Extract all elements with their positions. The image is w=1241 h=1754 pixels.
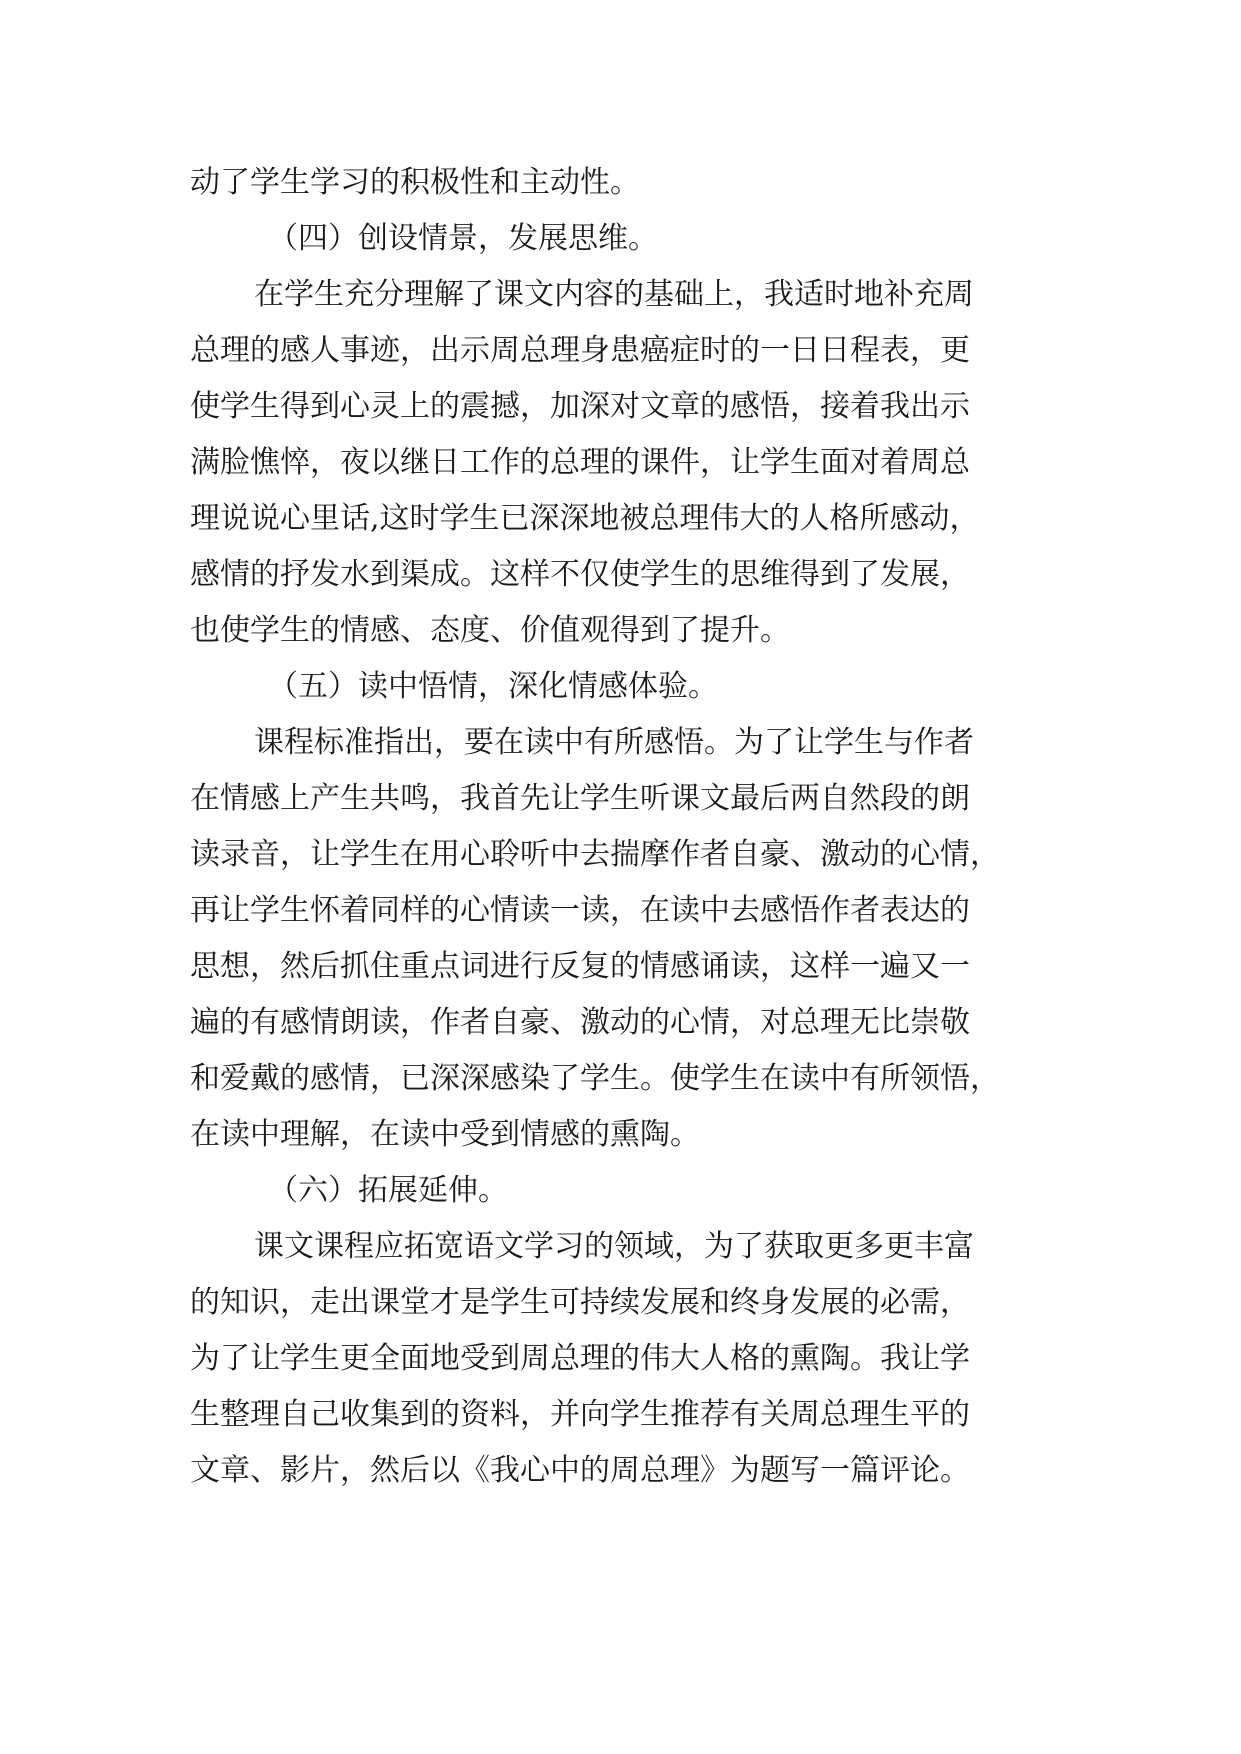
paragraph-line: 理说说心里话,这时学生已深深地被总理伟大的人格所感动， <box>190 501 980 536</box>
paragraph-line: 使学生得到心灵上的震撼，加深对文章的感悟，接着我出示 <box>190 389 970 424</box>
paragraph-line: 文章、影片，然后以《我心中的周总理》为题写一篇评论。 <box>190 1453 970 1488</box>
paragraph-line: 思想，然后抓住重点词进行反复的情感诵读，这样一遍又一 <box>190 949 970 984</box>
paragraph-line: 读录音，让学生在用心聆听中去揣摩作者自豪、激动的心情， <box>190 837 1000 872</box>
paragraph-line: 遍的有感情朗读，作者自豪、激动的心情，对总理无比崇敬 <box>190 1005 970 1040</box>
paragraph-line: 在学生充分理解了课文内容的基础上，我适时地补充周 <box>254 277 974 312</box>
paragraph-line: 总理的感人事迹，出示周总理身患癌症时的一日日程表，更 <box>190 333 970 368</box>
paragraph-line: 也使学生的情感、态度、价值观得到了提升。 <box>190 613 790 648</box>
paragraph-line: 在情感上产生共鸣，我首先让学生听课文最后两自然段的朗 <box>190 781 970 816</box>
paragraph-line: 课程标准指出，要在读中有所感悟。为了让学生与作者 <box>254 725 974 760</box>
paragraph-line: 在读中理解，在读中受到情感的熏陶。 <box>190 1117 700 1152</box>
paragraph-line: 的知识，走出课堂才是学生可持续发展和终身发展的必需， <box>190 1285 970 1320</box>
section-heading-5: （五）读中悟情，深化情感体验。 <box>268 669 718 704</box>
paragraph-line: 课文课程应拓宽语文学习的领域，为了获取更多更丰富 <box>254 1229 974 1264</box>
document-body <box>190 155 1070 1499</box>
section-heading-6: （六）拓展延伸。 <box>268 1173 508 1208</box>
paragraph-line: 为了让学生更全面地受到周总理的伟大人格的熏陶。我让学 <box>190 1341 970 1376</box>
section-heading-4: （四）创设情景，发展思维。 <box>268 221 658 256</box>
paragraph-line: 生整理自己收集到的资料，并向学生推荐有关周总理生平的 <box>190 1397 970 1432</box>
paragraph-line: 感情的抒发水到渠成。这样不仅使学生的思维得到了发展， <box>190 557 970 592</box>
paragraph-line: 动了学生学习的积极性和主动性。 <box>190 165 640 200</box>
paragraph-line: 和爱戴的感情，已深深感染了学生。使学生在读中有所领悟， <box>190 1061 1000 1096</box>
paragraph-line: 满脸憔悴，夜以继日工作的总理的课件，让学生面对着周总 <box>190 445 970 480</box>
paragraph-line: 再让学生怀着同样的心情读一读，在读中去感悟作者表达的 <box>190 893 970 928</box>
